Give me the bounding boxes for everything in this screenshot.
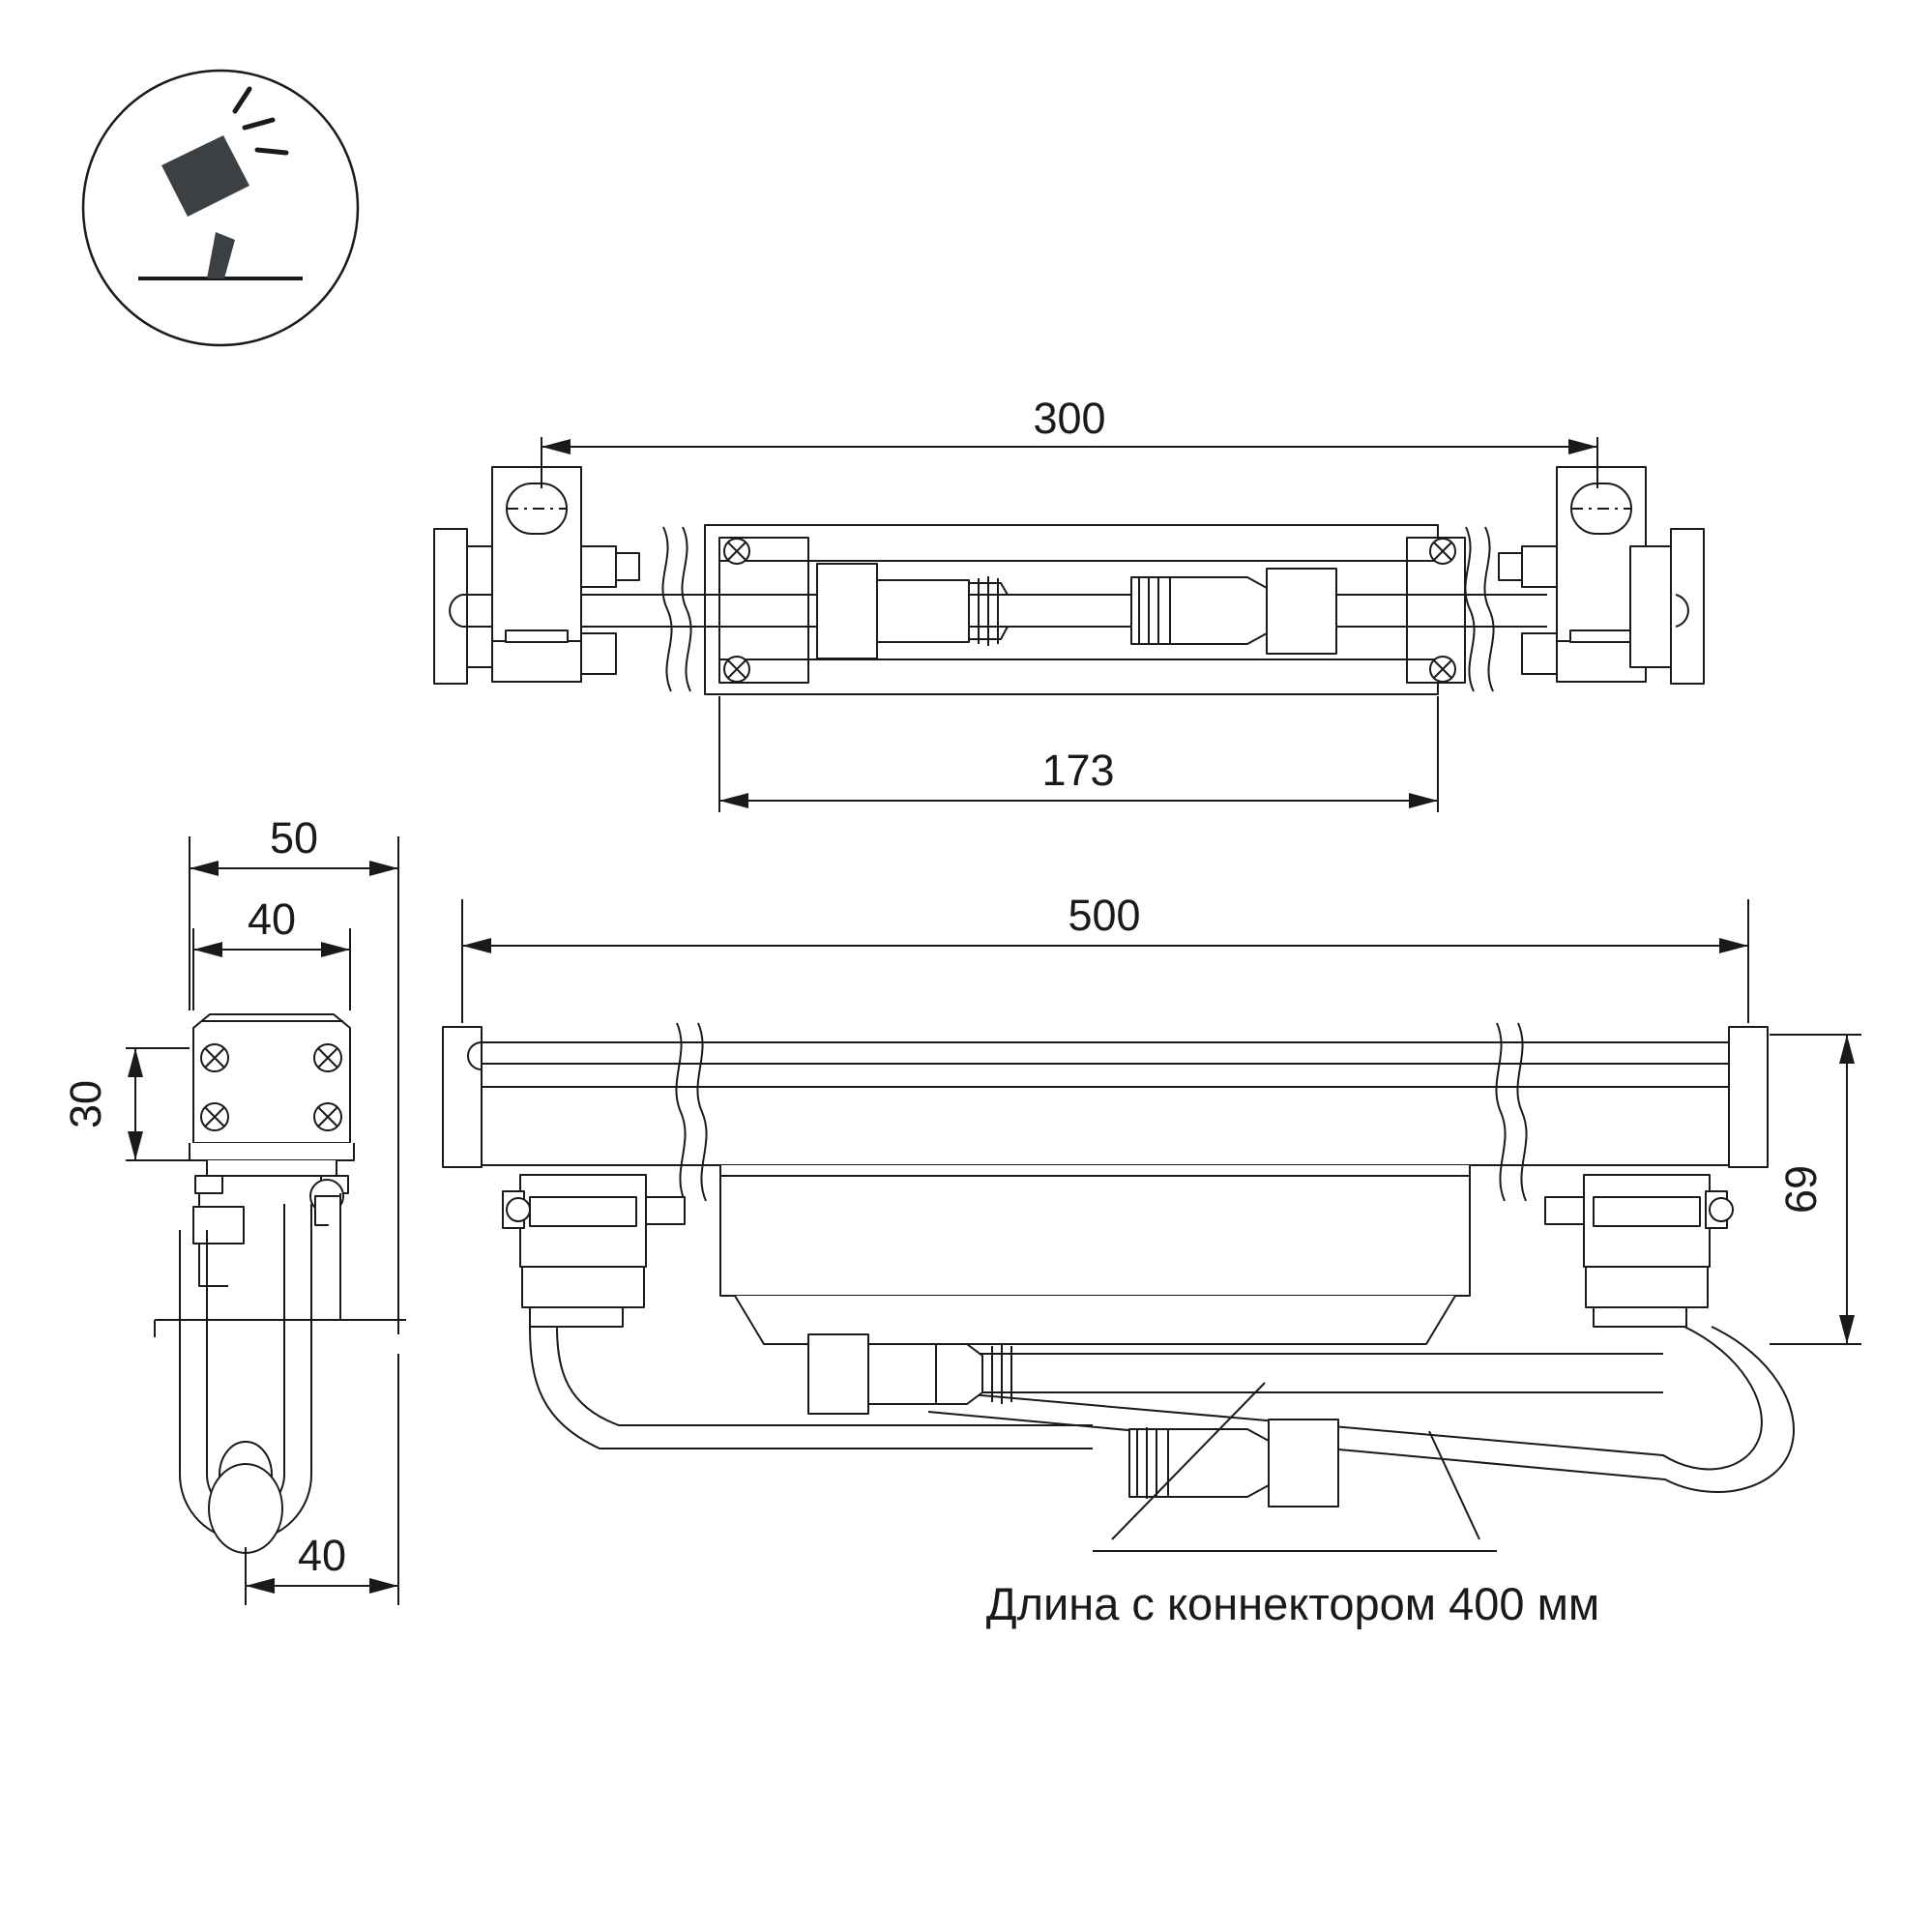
spotlight-badge [83, 71, 358, 345]
front-view [443, 1023, 1794, 1551]
cable-length-note: Длина с коннектором 400 мм [985, 1578, 1600, 1629]
dim-label-69: 69 [1776, 1164, 1826, 1215]
dim-label-30: 30 [61, 1079, 110, 1129]
dim-label-500: 500 [1068, 891, 1141, 940]
dimension-overall-length-300 [542, 437, 1597, 488]
side-section-view [155, 1014, 406, 1553]
dimension-body-height-30 [126, 1048, 190, 1160]
dim-label-50: 50 [269, 813, 319, 863]
top-view [434, 467, 1704, 694]
dim-label-40-top: 40 [247, 894, 297, 944]
dim-label-173: 173 [1041, 746, 1115, 795]
dim-label-300: 300 [1033, 394, 1106, 443]
badge-circle [83, 71, 358, 345]
dim-label-40-bottom: 40 [297, 1531, 347, 1580]
